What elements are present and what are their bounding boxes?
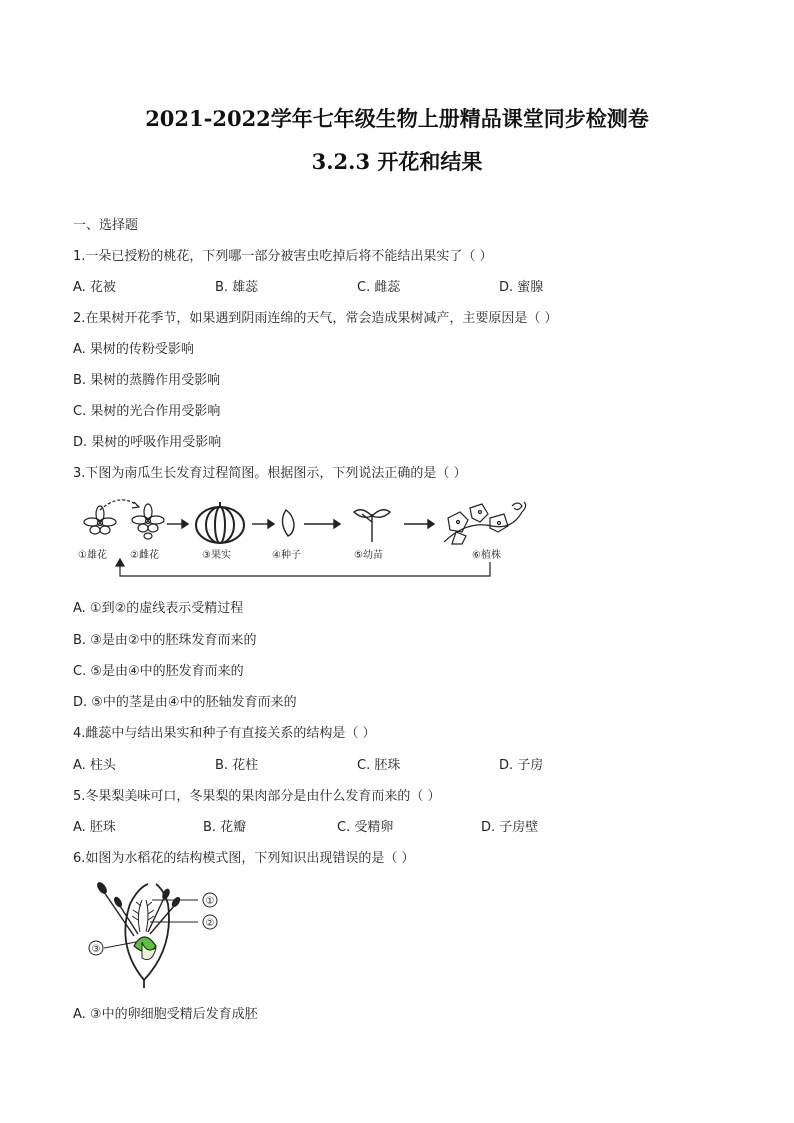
q4-option-a[interactable]: A. 柱头 <box>73 758 116 773</box>
arrow-icon <box>252 520 274 528</box>
arrow-icon <box>304 520 340 528</box>
figure-label-male-flower: ①雄花 <box>78 550 107 561</box>
pumpkin-fruit-icon <box>196 502 244 543</box>
question-5-stem: 5.冬果梨美味可口，冬果梨的果肉部分是由什么发育而来的（ ） <box>73 789 441 804</box>
q5-option-b[interactable]: B. 花瓣 <box>203 820 247 835</box>
cycle-return-line <box>116 559 490 576</box>
question-6-stem: 6.如图为水稻花的结构模式图，下列知识出现错误的是（ ） <box>73 851 415 866</box>
q2-option-b[interactable]: B. 果树的蒸腾作用受影响 <box>73 373 221 388</box>
plant-icon <box>444 502 526 544</box>
page-subtitle: 3.2.3 开花和结果 <box>311 149 483 174</box>
rice-flower-figure <box>86 876 226 992</box>
seed-icon <box>282 510 294 536</box>
figure-label-fruit: ③果实 <box>202 550 231 561</box>
q3-option-b[interactable]: B. ③是由②中的胚珠发育而来的 <box>73 633 257 648</box>
page-title: 2021-2022学年七年级生物上册精品课堂同步检测卷 <box>145 106 649 131</box>
q1-option-b[interactable]: B. 雄蕊 <box>215 280 259 295</box>
male-flower-icon <box>84 506 116 534</box>
q4-option-d[interactable]: D. 子房 <box>499 758 544 773</box>
q3-option-a[interactable]: A. ①到②的虚线表示受精过程 <box>73 601 244 616</box>
q3-option-d[interactable]: D. ⑤中的茎是由④中的胚轴发育而来的 <box>73 695 297 710</box>
q2-option-c[interactable]: C. 果树的光合作用受影响 <box>73 404 221 419</box>
question-4-stem: 4.雌蕊中与结出果实和种子有直接关系的结构是（ ） <box>73 726 376 741</box>
question-2-stem: 2.在果树开花季节，如果遇到阴雨连绵的天气，常会造成果树减产，主要原因是（ ） <box>73 311 558 326</box>
q4-option-b[interactable]: B. 花柱 <box>215 758 259 773</box>
q5-option-d[interactable]: D. 子房壁 <box>481 820 539 835</box>
q5-option-c[interactable]: C. 受精卵 <box>337 820 394 835</box>
q5-option-a[interactable]: A. 胚珠 <box>73 820 116 835</box>
question-1-stem: 1.一朵已授粉的桃花，下列哪一部分被害虫吃掉后将不能结出果实了（ ） <box>73 249 493 264</box>
figure-label-2: ② <box>205 918 215 929</box>
arrow-icon <box>167 520 188 528</box>
figure-label-1: ① <box>205 896 215 907</box>
q2-option-a[interactable]: A. 果树的传粉受影响 <box>73 342 194 357</box>
section-heading: 一、选择题 <box>73 218 139 233</box>
figure-label-seedling: ⑤幼苗 <box>354 550 383 561</box>
figure-label-female-flower: ②雌花 <box>130 550 159 561</box>
q1-option-c[interactable]: C. 雌蕊 <box>357 280 401 295</box>
question-3-stem: 3.下图为南瓜生长发育过程简图。根据图示，下列说法正确的是（ ） <box>73 466 467 481</box>
figure-label-seed: ④种子 <box>272 550 301 561</box>
q1-option-d[interactable]: D. 蜜腺 <box>499 280 544 295</box>
arrow-icon <box>404 520 434 528</box>
q1-option-a[interactable]: A. 花被 <box>73 280 116 295</box>
q2-option-d[interactable]: D. 果树的呼吸作用受影响 <box>73 435 222 450</box>
seedling-icon <box>354 510 390 542</box>
pumpkin-lifecycle-figure <box>72 492 532 588</box>
figure-label-3: ③ <box>91 944 101 955</box>
q3-option-c[interactable]: C. ⑤是由④中的胚发育而来的 <box>73 664 244 679</box>
female-flower-icon <box>132 504 164 539</box>
figure-label-plant: ⑥植株 <box>472 550 501 561</box>
q4-option-c[interactable]: C. 胚珠 <box>357 758 401 773</box>
q6-option-a[interactable]: A. ③中的卵细胞受精后发育成胚 <box>73 1007 258 1022</box>
